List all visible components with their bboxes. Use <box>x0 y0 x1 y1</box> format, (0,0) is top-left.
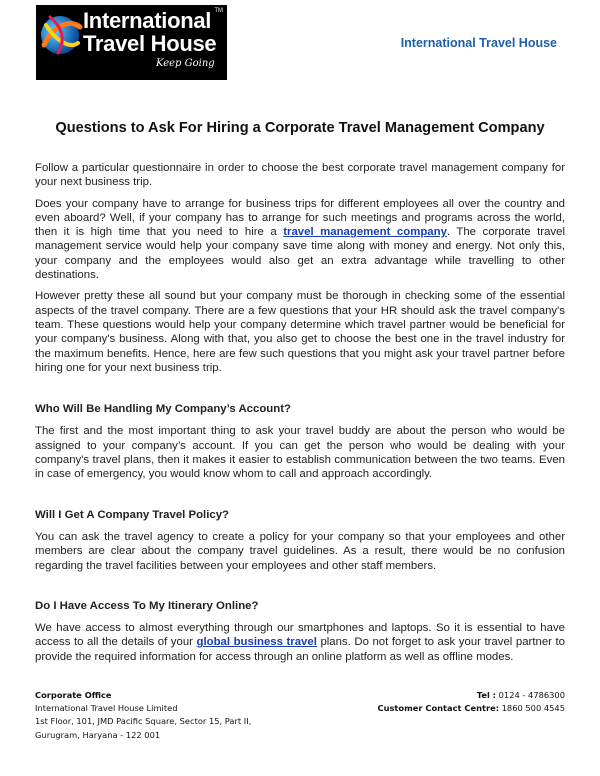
travel-management-company-link[interactable]: travel management company <box>283 226 447 239</box>
footer-telephone <box>378 689 566 702</box>
footer-address-line-2: Gurugram, Haryana - 122 001 <box>35 729 161 740</box>
footer-office-label: Corporate Office <box>35 690 112 700</box>
intro-paragraph-2 <box>35 197 565 283</box>
intro-paragraph-2-text-before: Does your company have to arrange for business trips for different employees all over the country and even aboard? Well, if your company has to arrange for such meetings and programs across the world, then it is high time that you need to hire a <box>35 197 565 239</box>
section-travel-policy <box>35 508 565 573</box>
section-body <box>35 621 565 664</box>
footer-tel-number: 0124 - 4786300 <box>496 690 565 700</box>
article-body <box>35 161 565 664</box>
global-business-travel-link[interactable]: global business travel <box>196 636 317 649</box>
section-body-text-before: We have access to almost everything through our smartphones and laptops. So it is essential to have access to all the details of your <box>35 622 565 649</box>
section-heading: Who Will Be Handling My Company’s Account? <box>35 403 291 416</box>
section-itinerary-online <box>35 599 565 664</box>
section-account-handling <box>35 402 565 481</box>
intro-paragraph-3: However pretty these all sound but your company must be thorough in checking some of the essential aspects of the travel company. There are a few questions that your HR should ask the travel company's team. These questions would help your company determine which travel partner would be beneficial for your company's business. Along with that, you also get to choose the best one in the travel industry for the maximum benefits. Hence, here are few such questions that you might ask your travel partner before hiring one for your next business trip. <box>35 290 565 374</box>
logo-trademark: TM <box>214 8 223 14</box>
logo-line1: International <box>83 8 212 33</box>
intro-paragraph-2-text-after: . The corporate travel management service would help your company save time along with money and energy. Not only this, your company and the employees would also get an extra advantage while travelling to other destinations. <box>35 226 565 282</box>
intro-paragraph-1: Follow a particular questionnaire in order to choose the best corporate travel management company for your next business trip. <box>35 162 565 189</box>
section-heading: Do I Have Access To My Itinerary Online? <box>35 599 259 612</box>
header-brand-name: International Travel House <box>400 36 557 50</box>
footer-office-address <box>35 689 251 742</box>
footer-contact <box>378 689 566 715</box>
section-body-text-after: plans. Do not forget to ask your travel partner to provide the required information for access through an online platform as well as offline modes. <box>35 636 565 663</box>
company-logo <box>36 5 227 80</box>
logo-tagline: Keep Going <box>156 58 215 69</box>
footer-tel-label: Tel : <box>476 690 497 700</box>
page-title: Questions to Ask For Hiring a Corporate Travel Management Company <box>55 120 545 136</box>
logo-line2: Travel House <box>83 31 217 56</box>
section-body: You can ask the travel agency to create a policy for your company so that your employees and other members are clear about the company travel guidelines. As a result, there would be no confusion regarding the travel facilities between your employees and other staff members. <box>35 530 565 572</box>
footer-address-line-1: 1st Floor, 101, JMD Pacific Square, Sector 15, Part II, <box>35 716 252 727</box>
section-body: The first and the most important thing to ask your travel buddy are about the person who would be assigned to your company’s account. If you can get the person who would be dealing with your company's travel plans, then it makes it easier to establish communication between the two teams. Even in case of emergency, you would know whom to call and approach accordingly. <box>35 425 565 481</box>
footer-company-name: International Travel House Limited <box>35 703 178 714</box>
footer-contact-label: Customer Contact Centre: <box>377 703 500 714</box>
section-heading: Will I Get A Company Travel Policy? <box>35 508 230 521</box>
footer-contact-number: 1860 500 4545 <box>499 703 565 714</box>
footer-customer-contact <box>378 702 566 715</box>
